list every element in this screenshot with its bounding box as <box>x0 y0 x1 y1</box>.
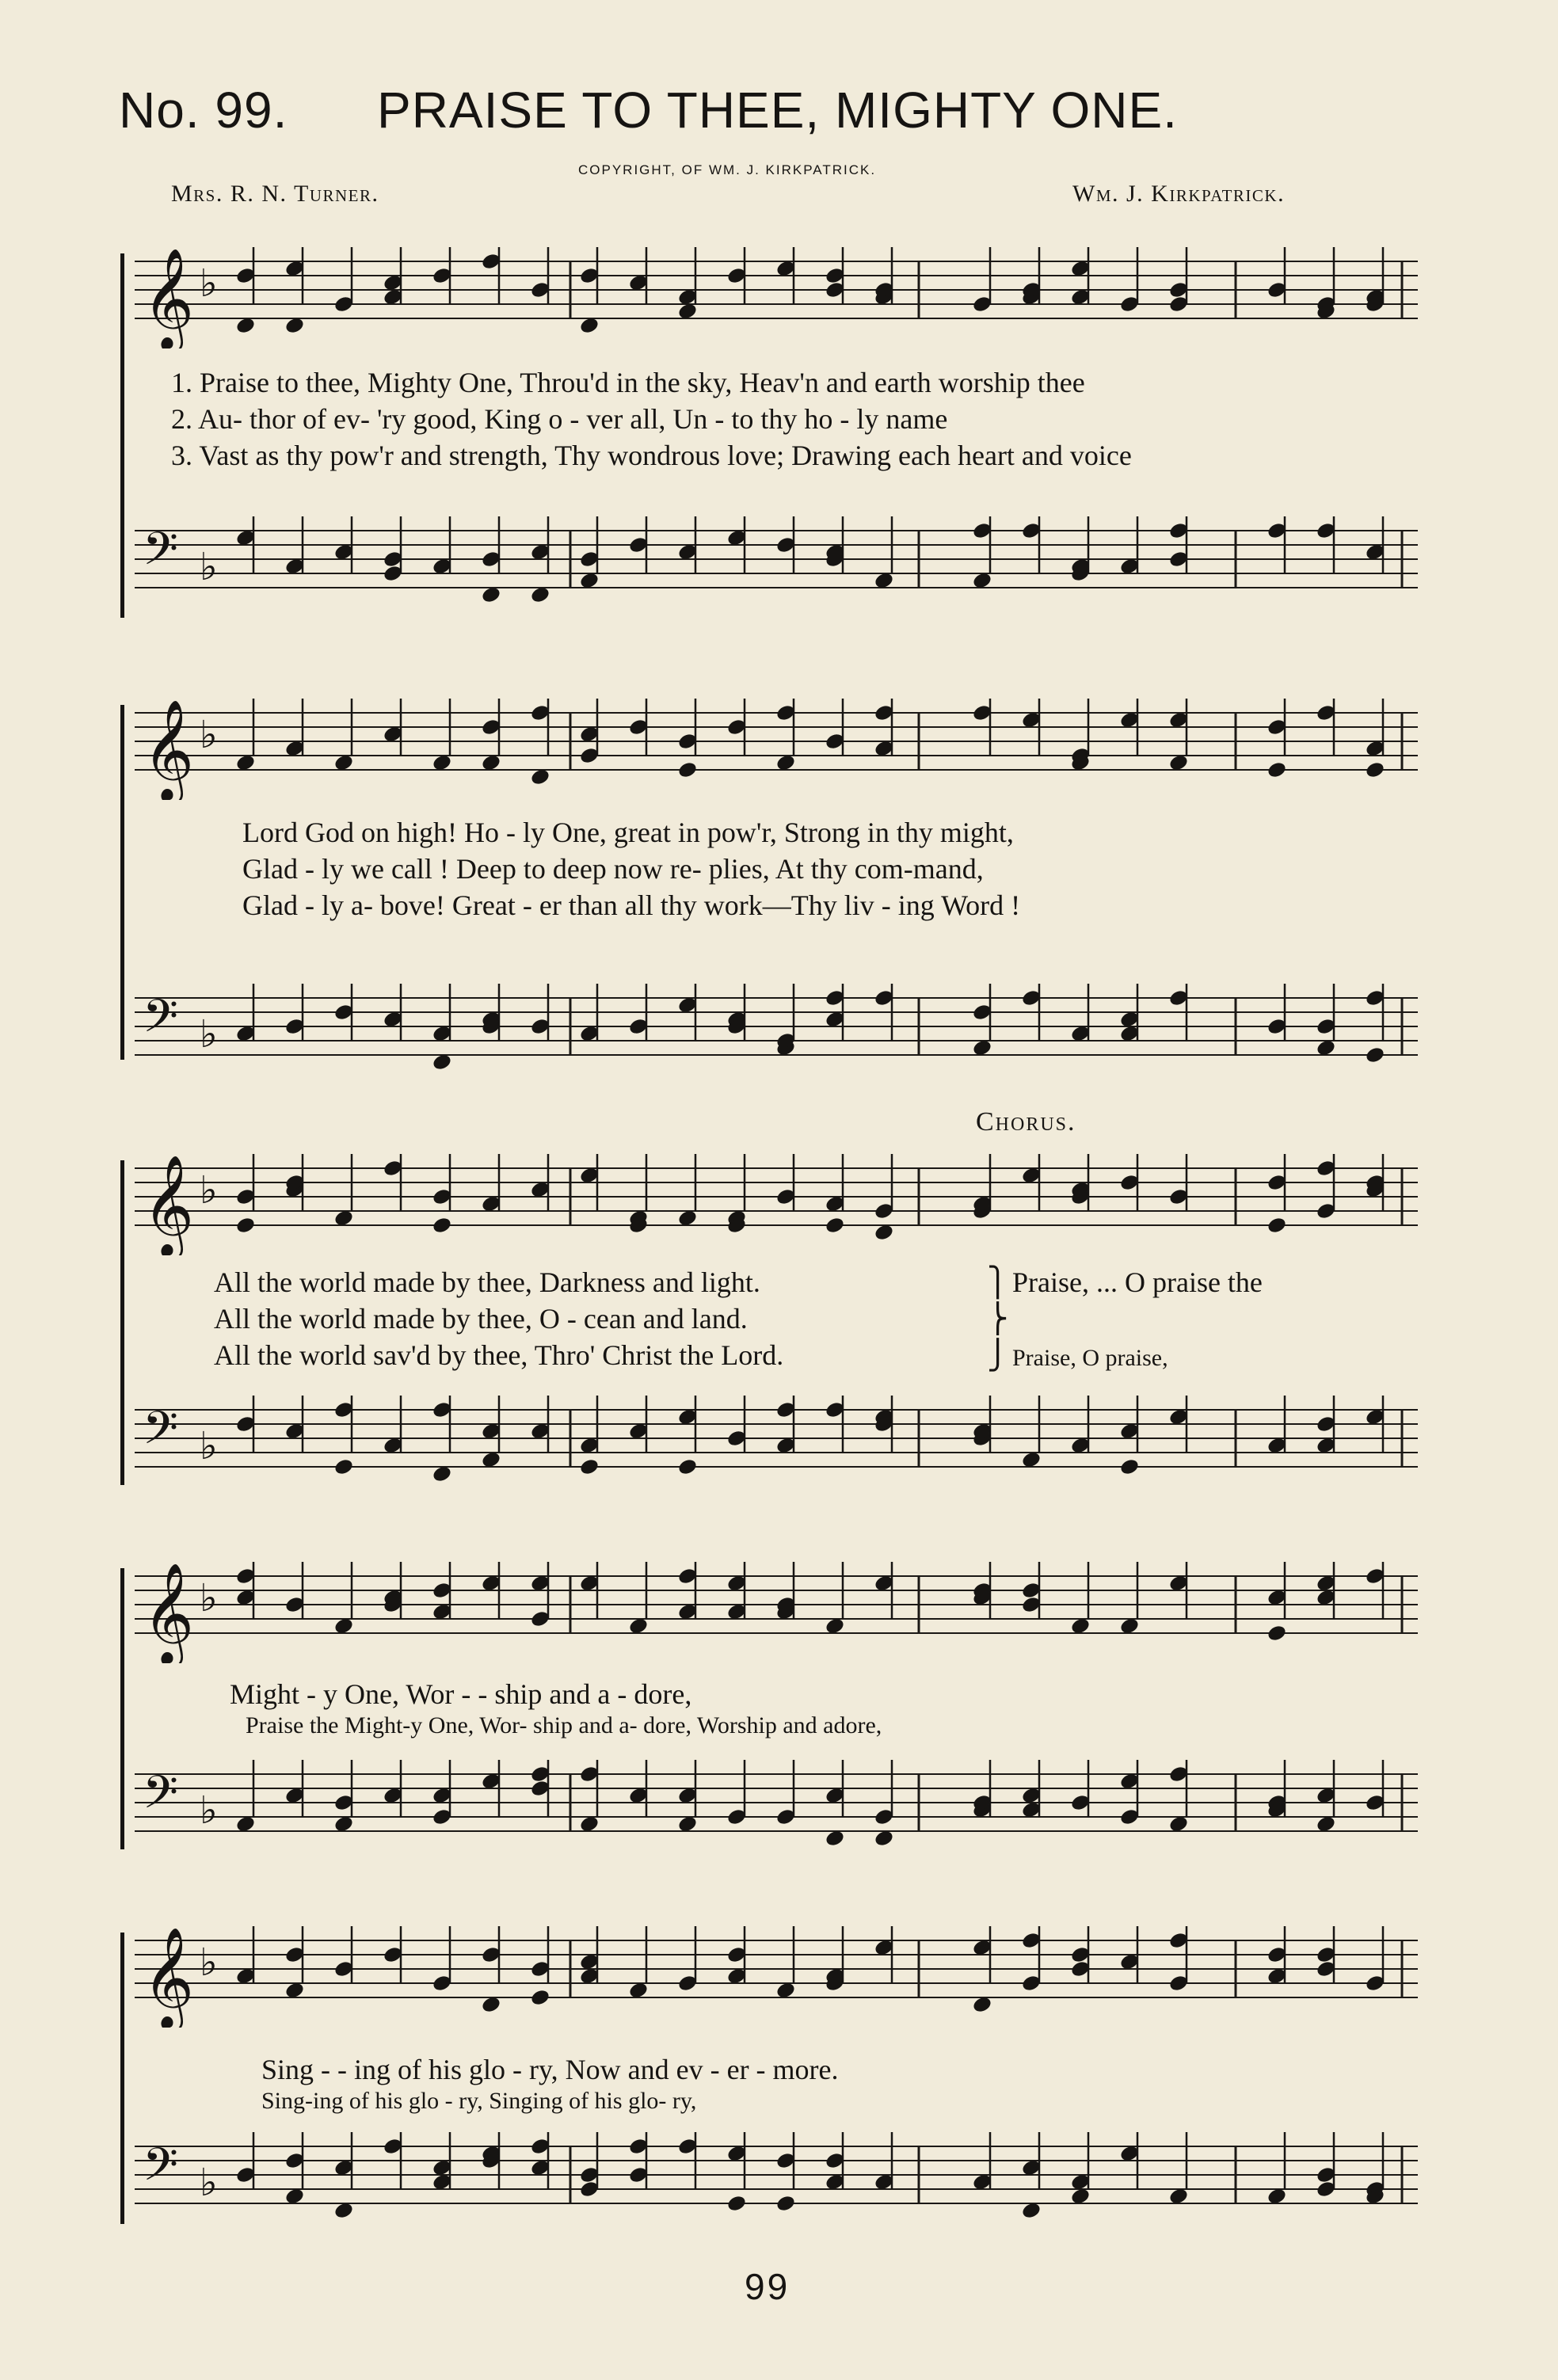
system2-bass-staff <box>127 974 1426 1085</box>
note-head <box>530 1988 551 2007</box>
treble-clef-icon: 𝄞 <box>143 699 195 800</box>
system1-verse1: 1. Praise to thee, Mighty One, Throu'd in the sky, Heav'n and earth worship thee <box>171 367 1085 398</box>
system3-bass-staff <box>127 1386 1426 1497</box>
note-head <box>677 760 699 779</box>
flat-icon: ♭ <box>200 1168 218 1213</box>
note-head <box>235 1216 257 1235</box>
system3-treble-staff <box>127 1144 1426 1255</box>
system2-bracket <box>120 705 124 1060</box>
bass-clef-icon: 𝄢 <box>143 1765 179 1830</box>
flat-icon: ♭ <box>200 1940 218 1985</box>
system4-bracket <box>120 1568 124 1849</box>
note-head <box>1267 1624 1288 1643</box>
treble-clef-icon: 𝄞 <box>143 1562 195 1663</box>
bass-staff-lines <box>127 974 1426 1085</box>
flat-icon: ♭ <box>200 261 218 306</box>
treble-staff-lines <box>127 1552 1426 1663</box>
treble-clef-icon: 𝄞 <box>143 1926 195 2028</box>
system1-bracket <box>120 253 124 618</box>
system4-bass-staff <box>127 1750 1426 1861</box>
bass-staff-lines <box>127 1750 1426 1861</box>
bass-staff-lines <box>127 1386 1426 1497</box>
note-head <box>1267 760 1288 779</box>
flat-icon: ♭ <box>200 713 218 757</box>
note-head <box>1365 760 1386 779</box>
system2-treble-staff <box>127 689 1426 800</box>
system3-verse3: All the world sav'd by thee, Thro' Christ the Lord. <box>214 1339 784 1371</box>
system5-lower-text: Sing-ing of his glo - ry, Singing of his glo- ry, <box>261 2088 697 2114</box>
chorus-lower-text: Praise, O praise, <box>1012 1345 1168 1371</box>
system5-upper-text: Sing - - ing of his glo - ry, Now and ev - er - more. <box>261 2054 839 2085</box>
note-head <box>333 1457 355 1476</box>
system2-verse2: Glad - ly we call ! Deep to deep now re- plies, At thy com-mand, <box>242 853 984 885</box>
system4-treble-staff <box>127 1552 1426 1663</box>
system1-bass-staff <box>127 507 1426 618</box>
note-head <box>579 1457 600 1476</box>
bass-clef-icon: 𝄢 <box>143 522 179 587</box>
note-head <box>825 1216 846 1235</box>
system5-bass-staff <box>127 2123 1426 2233</box>
copyright-notice: COPYRIGHT, OF WM. J. KIRKPATRICK. <box>578 162 877 177</box>
system1-treble-staff <box>127 238 1426 348</box>
treble-staff-lines <box>127 1917 1426 2028</box>
system3-verse1: All the world made by thee, Darkness and light. <box>214 1266 760 1298</box>
flat-icon: ♭ <box>200 1424 218 1468</box>
system1-verse3: 3. Vast as thy pow'r and strength, Thy wondrous love; Drawing each heart and voice <box>171 440 1132 471</box>
flat-icon: ♭ <box>200 1012 218 1057</box>
hymn-title: PRAISE TO THEE, MIGHTY ONE. <box>377 82 1178 139</box>
note-head <box>1267 1216 1288 1235</box>
treble-clef-icon: 𝄞 <box>143 247 195 348</box>
system2-verse1: Lord God on high! Ho - ly One, great in pow'r, Strong in thy might, <box>242 817 1014 848</box>
lyricist-credit: Mrs. R. N. Turner. <box>171 181 379 207</box>
system5-bracket <box>120 1933 124 2224</box>
note-head <box>1119 1457 1141 1476</box>
bass-staff-lines <box>127 507 1426 618</box>
flat-icon: ♭ <box>200 545 218 589</box>
system3-bracket <box>120 1160 124 1485</box>
system1-verse2: 2. Au- thor of ev- 'ry good, King o - ver all, Un - to thy ho - ly name <box>171 403 948 435</box>
treble-staff-lines <box>127 238 1426 348</box>
treble-staff-lines <box>127 1144 1426 1255</box>
bass-clef-icon: 𝄢 <box>143 989 179 1054</box>
note-head <box>726 2194 748 2213</box>
verse-brace: ⎫ ⎬ ⎭ <box>987 1266 1008 1371</box>
bass-clef-icon: 𝄢 <box>143 2138 179 2203</box>
system4-lower-text: Praise the Might-y One, Wor- ship and a- dore, Worship and adore, <box>246 1712 882 1738</box>
composer-credit: Wm. J. Kirkpatrick. <box>1072 181 1286 207</box>
note-head <box>432 1216 453 1235</box>
treble-staff-lines <box>127 689 1426 800</box>
chorus-label: Chorus. <box>976 1107 1076 1137</box>
note-head <box>775 2194 797 2213</box>
bass-staff-lines <box>127 2123 1426 2233</box>
flat-icon: ♭ <box>200 1788 218 1833</box>
system3-verse2: All the world made by thee, O - cean and land. <box>214 1303 748 1335</box>
bass-clef-icon: 𝄢 <box>143 1401 179 1466</box>
note-head <box>1365 1045 1386 1064</box>
flat-icon: ♭ <box>200 1576 218 1620</box>
system5-treble-staff <box>127 1917 1426 2028</box>
flat-icon: ♭ <box>200 2161 218 2205</box>
treble-clef-icon: 𝄞 <box>143 1154 195 1255</box>
system2-verse3: Glad - ly a- bove! Great - er than all thy work—Thy liv - ing Word ! <box>242 889 1021 921</box>
hymn-number: No. 99. <box>119 82 288 139</box>
page-number: 99 <box>745 2266 790 2307</box>
chorus-upper-text: Praise, ... O praise the <box>1012 1266 1263 1298</box>
system4-upper-text: Might - y One, Wor - - ship and a - dore, <box>230 1678 692 1710</box>
note-head <box>677 1457 699 1476</box>
